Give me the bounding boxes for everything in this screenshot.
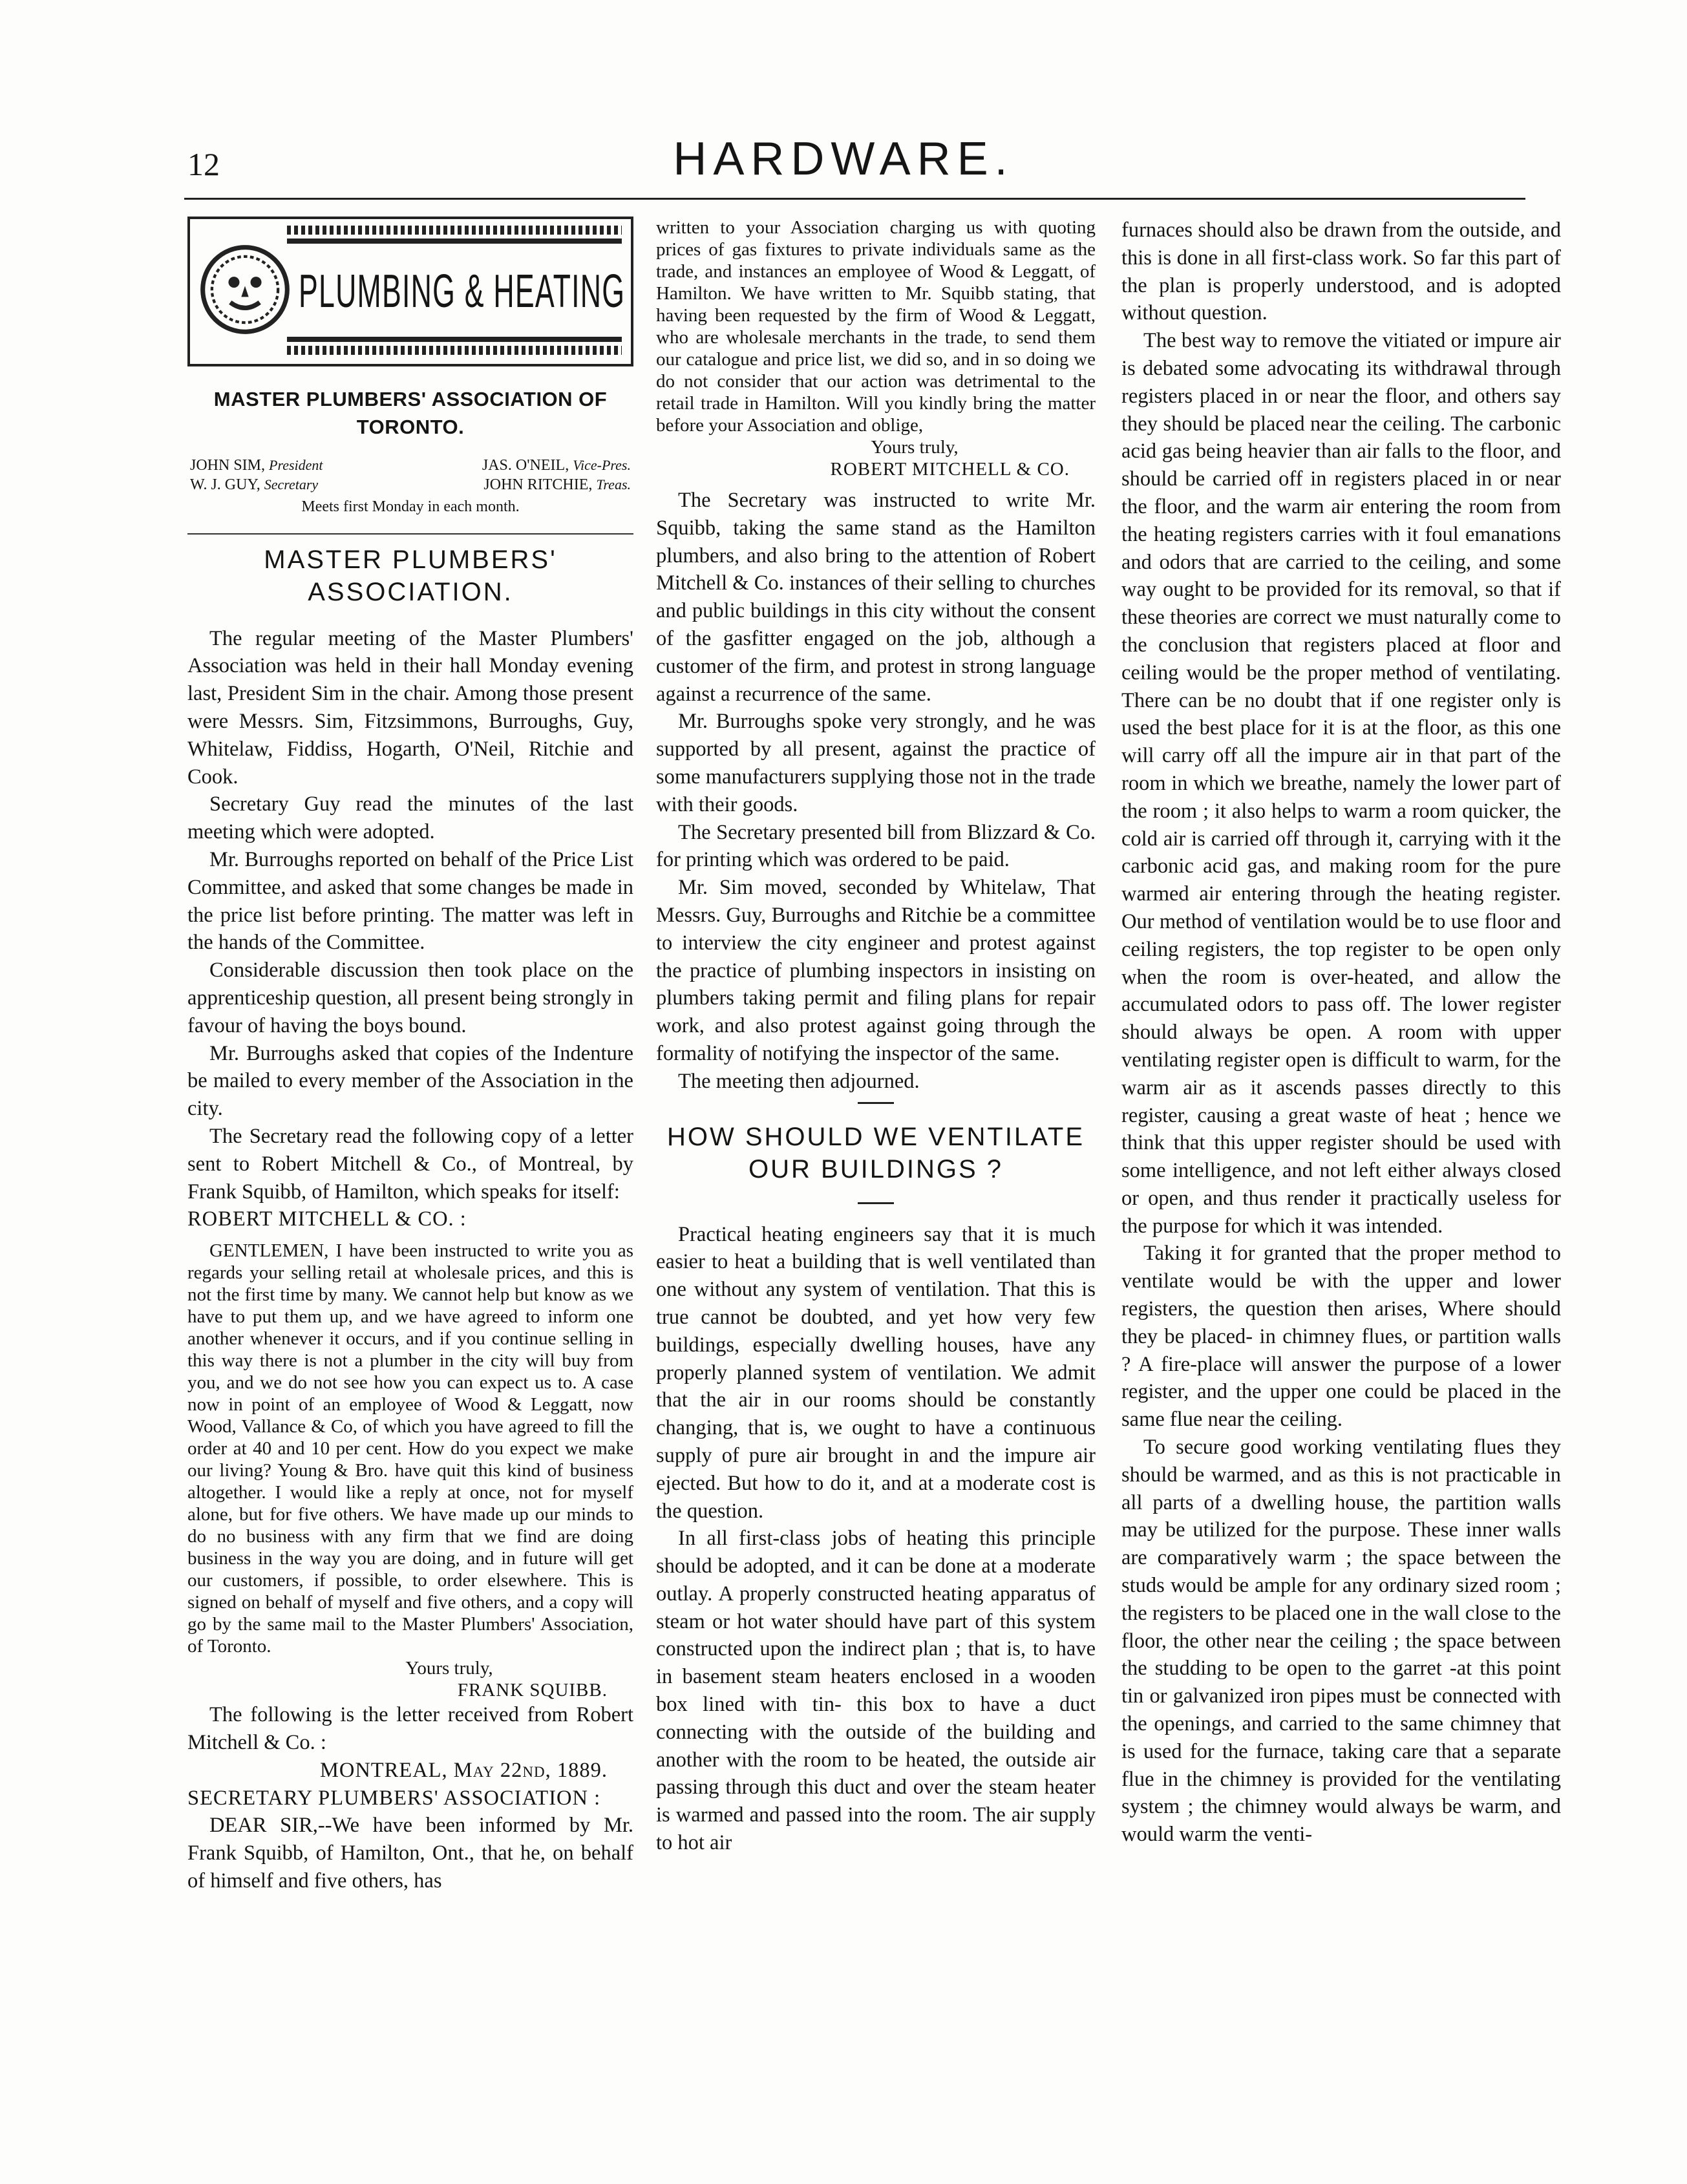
paragraph: furnaces should also be drawn from the outside, and this is done in all first-class work. So far this part of the plan is properly understood, and is adopted without question. xyxy=(1121,218,1561,325)
letter-closing: Yours truly, xyxy=(405,1658,493,1679)
letter-signature: ROBERT MITCHELL & CO. xyxy=(830,459,1070,480)
paragraph: To secure good working ventilating flues they should be warmed, and as this is not practicable in all parts of a dwelling house, the partition walls may be utilized for the purpose. These inner walls are comparatively warm ; the space between the studs would be ample for any ordinary sized room ; the registers to be placed one in the wall close to the floor, the other near the ceiling ; the space between the studding to be open to the garret -at this point tin or galvanized iron pipes must be connected with the openings, and carried to the same chimney that is used for the furnace, taking care that a separate flue in the chimney is provided for the ventilating system ; the chimney would always be warm, and would warm the venti- xyxy=(1121,1436,1561,1847)
banner-band-bottom xyxy=(287,337,622,342)
banner-title: PLUMBING & HEATING xyxy=(299,266,626,317)
letter-body: GENTLEMEN, I have been instructed to write you as regards your selling retail at wholesale prices, and this is not the first time by many. We cannot help but know as we have to put them up, and we have agreed to inform one another whenever it occurs, and if you continue selling in this way there is not a plumber in the city will buy from you, and we do not see how you can expect us to. A case now in point of an employee of Wood & Leggatt, now Wood, Vallance & Co, of which you have agreed to fill the order at 40 and 10 per cent. How do you expect we make our living? Young & Bro. have quit this kind of business altogether. I would like a reply at once, not for myself alone, but for five others. We have made up our minds to do no business with any firm that we find are doing business in the way you are doing, and in future will get our customers, if possible, to order elsewhere. This is signed on behalf of myself and five others, and a copy will go by the same mail to the Master Plumbers' Association, of Toronto. xyxy=(187,1240,633,1657)
officers-list xyxy=(187,456,633,516)
officer-secretary: W. J. GUY, Secretary xyxy=(190,476,319,493)
paragraph: The Secretary read the following copy of a letter sent to Robert Mitchell & Co., of Montreal, by Frank Squibb, of Hamilton, which speaks for itself: xyxy=(187,1124,633,1203)
paragraph: In all first-class jobs of heating this principle should be adopted, and it can be done at a moderate outlay. A properly constructed heating apparatus of steam or hot water should have part of this system constructed upon the indirect plan ; that is, to have in basement steam heaters enclosed in a wooden box lined with tin- this box to have a duct connecting with the outside of the building and another with the room to be heated, the outside air passing through this duct and over the steam heater is warmed and passed into the room. The air supply to hot air xyxy=(656,1527,1096,1855)
officers-row xyxy=(187,475,633,494)
letter-dateline: MONTREAL, May 22nd, 1889. xyxy=(319,1758,608,1782)
letter-body: DEAR SIR,--We have been informed by Mr. Frank Squibb, of Hamilton, Ont., that he, on behalf of himself and five others, has xyxy=(187,1814,633,1892)
paragraph: The meeting then adjourned. xyxy=(678,1069,920,1093)
column-3 xyxy=(1121,217,1561,2143)
column-1 xyxy=(187,217,633,2143)
officers-row xyxy=(187,456,633,475)
banner-strip-top xyxy=(287,226,622,235)
paragraph: The Secretary presented bill from Blizzard & Co. for printing which was ordered to be paid. xyxy=(656,820,1096,872)
plumbing-heating-banner xyxy=(187,217,633,366)
paragraph: The best way to remove the vitiated or impure air is debated some advocating its withdrawal through registers placed in or near the floor, and others say they should be placed near the ceiling. The carbonic acid gas being heavier than air falls to the floor, and should be carried off in registers placed in or near the floor, and the warm air entering the room from the heating registers carries with it foul emanations and odors that are carried to the ceiling, and some way ought to be provided for its removal, so that if these theories are correct we must naturally come to the conclusion that registers placed at floor and ceiling would be the proper method of ventilating. There can be no doubt that if one register only is used the best place for it is at the floor, as this one will carry off all the impure air in that part of the room in which we breathe, namely the lower part of the room ; it also helps to warm a room quicker, the cold air is carried off through it, carrying with it the carbonic acid gas, and making room for the pure warmed air entering through the heating register. Our method of ventilation would be to use floor and ceiling registers, the top register to be open only when the room is over-heated, and allow the accumulated odors to pass off. The lower register should always be open. A room with upper ventilating register open is difficult to warm, for the warm air as it ascends passes directly to this register, causing a great waste of heat ; hence we think that this upper register should be used with some intelligence, and not left either always closed or open, and thus render it practically useless for the purpose for which it was intended. xyxy=(1121,329,1561,1238)
divider xyxy=(187,533,633,535)
paragraph: The Secretary was instructed to write Mr. Squibb, taking the same stand as the Hamilton plumbers, and also bring to the attention of Robert Mitchell & Co. instances of their selling to churches and public buildings in this city without the consent of the gasfitter engaged on the job, although a customer of the firm, and protest in strong language against a recurrence of the same. xyxy=(656,489,1096,706)
letter-body: written to your Association charging us with quoting prices of gas fixtures to private individuals same as the trade, and instances an employee of Wood & Leggatt, of Hamilton. We have written to Mr. Squibb stating, that having been requested by the firm of Wood & Leggatt, who are wholesale merchants in the trade, to send them our catalogue and price list, we did so, and in so doing we do not consider that our action was detrimental to the retail trade in Hamilton. Will you kindly bring the matter before your Association and oblige, xyxy=(656,217,1096,436)
column-2 xyxy=(656,217,1096,2143)
divider xyxy=(858,1202,894,1204)
paragraph: Practical heating engineers say that it is much easier to heat a building that is well ventilated than one without any system of ventilation. That this is true cannot be doubted, and yet how very few buildings, especially dwelling houses, have any properly planned system of ventilation. We admit that the air in our rooms should be constantly changing, that is, we ought to have a continuous supply of pure air brought in and the impure air ejected. But how to do it, and at a moderate cost is the question. xyxy=(656,1222,1096,1523)
paragraph: Mr. Burroughs asked that copies of the Indenture be mailed to every member of the Association in the city. xyxy=(187,1041,633,1121)
page-title: HARDWARE. xyxy=(673,133,1014,185)
letter-closing: Yours truly, xyxy=(871,437,959,458)
page-number: 12 xyxy=(187,146,220,182)
divider xyxy=(858,1102,894,1104)
paragraph: Mr. Sim moved, seconded by Whitelaw, That Messrs. Guy, Burroughs and Ritchie be a committee to interview the city engineer and protest against the practice of plumbing inspectors in insisting on plumbers taking permit and filing plans for repair work, and also protest against going through the formality of notifying the inspector of the same. xyxy=(656,876,1096,1065)
paragraph: Taking it for granted that the proper method to ventilate would be with the upper and lower registers, the question then arises, Where should they be placed- in chimney flues, or partition walls ? A fire-place will answer the purpose of a lower register, and the upper one could be placed in the same flue near the ceiling. xyxy=(1121,1242,1561,1432)
paragraph: Mr. Burroughs spoke very strongly, and he was supported by all present, against the practice of some manufacturers supplying those not in the trade with their goods. xyxy=(656,710,1096,816)
meeting-schedule: Meets first Monday in each month. xyxy=(301,498,520,515)
paragraph: Mr. Burroughs reported on behalf of the Price List Committee, and asked that some changes be made in the price list before printing. The matter was left in the hands of the Committee. xyxy=(187,847,633,955)
page-header xyxy=(0,133,1687,204)
header-rule xyxy=(184,198,1525,200)
letter-salutation: ROBERT MITCHELL & CO. : xyxy=(187,1207,467,1231)
officer-president: JOHN SIM, President xyxy=(190,456,323,474)
article-heading: HOW SHOULD WE VENTILATE OUR BUILDINGS ? xyxy=(666,1122,1085,1183)
letter-addressee: SECRETARY PLUMBERS' ASSOCIATION : xyxy=(187,1786,601,1810)
officer-vice-president: JAS. O'NEIL, Vice-Pres. xyxy=(482,456,631,474)
paragraph: The regular meeting of the Master Plumbers' Association was held in their hall Monday evening last, President Sim in the chair. Among those present were Messrs. Sim, Fitzsimmons, Burroughs, Guy, Whitelaw, Fiddiss, Hogarth, O'Neil, Ritchie and Cook. xyxy=(187,626,633,789)
ornament-face-icon xyxy=(199,244,291,335)
officer-treasurer: JOHN RITCHIE, Treas. xyxy=(483,476,631,493)
letter-signature: FRANK SQUIBB. xyxy=(457,1680,608,1701)
paragraph: Considerable discussion then took place on the apprenticeship question, all present being strongly in favour of having the boys bound. xyxy=(187,959,633,1037)
paragraph: Secretary Guy read the minutes of the last meeting which were adopted. xyxy=(187,792,633,844)
article-heading: MASTER PLUMBERS' ASSOCIATION. xyxy=(264,545,557,606)
association-name: MASTER PLUMBERS' ASSOCIATION OF TORONTO. xyxy=(213,388,608,438)
banner-band-top xyxy=(287,239,622,244)
paragraph: The following is the letter received from Robert Mitchell & Co. : xyxy=(187,1703,633,1754)
banner-strip-bottom xyxy=(287,346,622,355)
